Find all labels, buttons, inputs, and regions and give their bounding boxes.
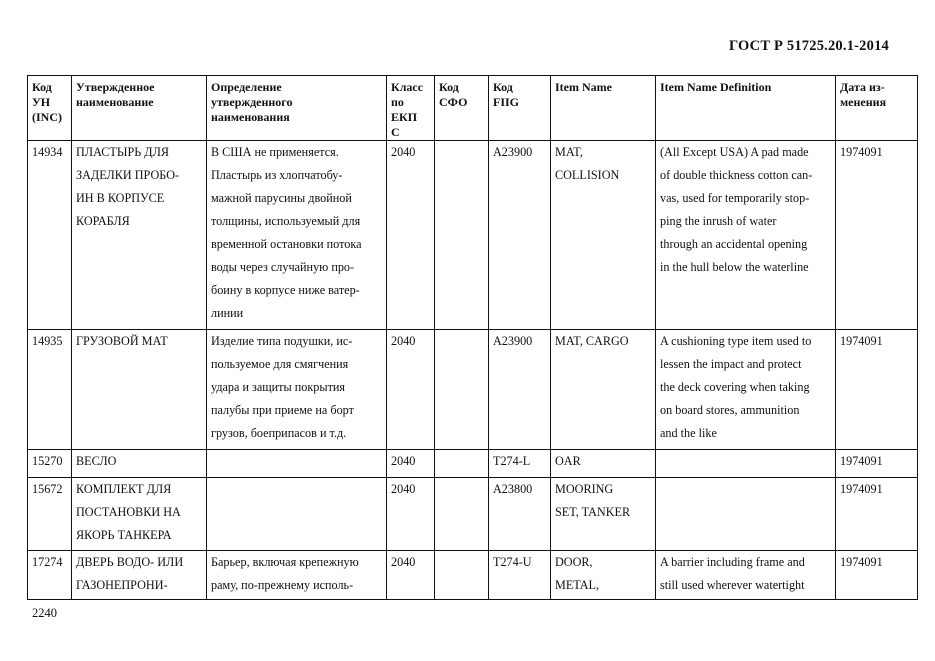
- col-header-item-name: Item Name: [551, 76, 656, 141]
- table-row: [28, 141, 918, 330]
- cell-approved-name: КОМПЛЕКТ ДЛЯ ПОСТАНОВКИ НА ЯКОРЬ ТАНКЕРА: [72, 478, 207, 551]
- col-header-inc: Код УН (INC): [28, 76, 72, 141]
- col-header-item-definition: Item Name Definition: [656, 76, 836, 141]
- cell-definition: Барьер, включая крепежную раму, по-прежнему исполь-: [207, 551, 387, 600]
- col-header-class: Класс по ЕКП С: [387, 76, 435, 141]
- cell-approved-name: ВЕСЛО: [72, 450, 207, 478]
- cell-class: 2040: [387, 478, 435, 551]
- table-row: [28, 551, 918, 600]
- table-row: [28, 330, 918, 450]
- table-row: [28, 450, 918, 478]
- classifier-table: [27, 75, 918, 600]
- cell-change-date: 1974091: [836, 450, 918, 478]
- col-header-sfo: Код СФО: [435, 76, 489, 141]
- cell-item-definition: (All Except USA) A pad made of double thickness cotton can- vas, used for temporarily stop- ping the inrush of water through an accidental opening in the hull below the waterline: [656, 141, 836, 330]
- cell-inc: 15672: [28, 478, 72, 551]
- cell-approved-name: ПЛАСТЫРЬ ДЛЯ ЗАДЕЛКИ ПРОБО- ИН В КОРПУСЕ КОРАБЛЯ: [72, 141, 207, 330]
- cell-inc: 14935: [28, 330, 72, 450]
- page-number: 2240: [32, 606, 57, 620]
- col-header-approved-name: Утвержденное наименование: [72, 76, 207, 141]
- cell-sfo: [435, 141, 489, 330]
- cell-change-date: 1974091: [836, 141, 918, 330]
- cell-fiig: A23800: [489, 478, 551, 551]
- cell-class: 2040: [387, 141, 435, 330]
- cell-sfo: [435, 551, 489, 600]
- cell-item-name: DOOR, METAL,: [551, 551, 656, 600]
- cell-class: 2040: [387, 551, 435, 600]
- table-row: [28, 478, 918, 551]
- cell-sfo: [435, 330, 489, 450]
- cell-item-definition: A cushioning type item used to lessen the impact and protect the deck covering when taking on board stores, ammunition and the like: [656, 330, 836, 450]
- col-header-change-date: Дата из- менения: [836, 76, 918, 141]
- cell-definition: [207, 450, 387, 478]
- cell-change-date: 1974091: [836, 551, 918, 600]
- cell-definition: [207, 478, 387, 551]
- cell-approved-name: ГРУЗОВОЙ МАТ: [72, 330, 207, 450]
- cell-definition: Изделие типа подушки, ис- пользуемое для смягчения удара и защиты покрытия палубы при приеме на борт грузов, боеприпасов и т.д.: [207, 330, 387, 450]
- cell-class: 2040: [387, 330, 435, 450]
- col-header-fiig: Код FIIG: [489, 76, 551, 141]
- cell-inc: 15270: [28, 450, 72, 478]
- cell-item-definition: [656, 478, 836, 551]
- cell-change-date: 1974091: [836, 478, 918, 551]
- cell-inc: 14934: [28, 141, 72, 330]
- cell-fiig: A23900: [489, 330, 551, 450]
- cell-item-name: OAR: [551, 450, 656, 478]
- cell-approved-name: ДВЕРЬ ВОДО- ИЛИ ГАЗОНЕПРОНИ-: [72, 551, 207, 600]
- document-code: ГОСТ Р 51725.20.1-2014: [728, 38, 889, 54]
- cell-item-definition: A barrier including frame and still used wherever watertight: [656, 551, 836, 600]
- cell-sfo: [435, 450, 489, 478]
- cell-fiig: A23900: [489, 141, 551, 330]
- cell-sfo: [435, 478, 489, 551]
- cell-definition: В США не применяется. Пластырь из хлопчатобу- мажной парусины двойной толщины, используемый для временной остановки потока воды через случайную про- боину в корпусе ниже ватер- линии: [207, 141, 387, 330]
- cell-change-date: 1974091: [836, 330, 918, 450]
- cell-item-name: MAT, COLLISION: [551, 141, 656, 330]
- col-header-definition: Определение утвержденного наименования: [207, 76, 387, 141]
- table-header-row: [28, 76, 918, 141]
- cell-inc: 17274: [28, 551, 72, 600]
- cell-item-name: MOORING SET, TANKER: [551, 478, 656, 551]
- cell-fiig: T274-L: [489, 450, 551, 478]
- cell-item-name: MAT, CARGO: [551, 330, 656, 450]
- cell-class: 2040: [387, 450, 435, 478]
- cell-fiig: T274-U: [489, 551, 551, 600]
- cell-item-definition: [656, 450, 836, 478]
